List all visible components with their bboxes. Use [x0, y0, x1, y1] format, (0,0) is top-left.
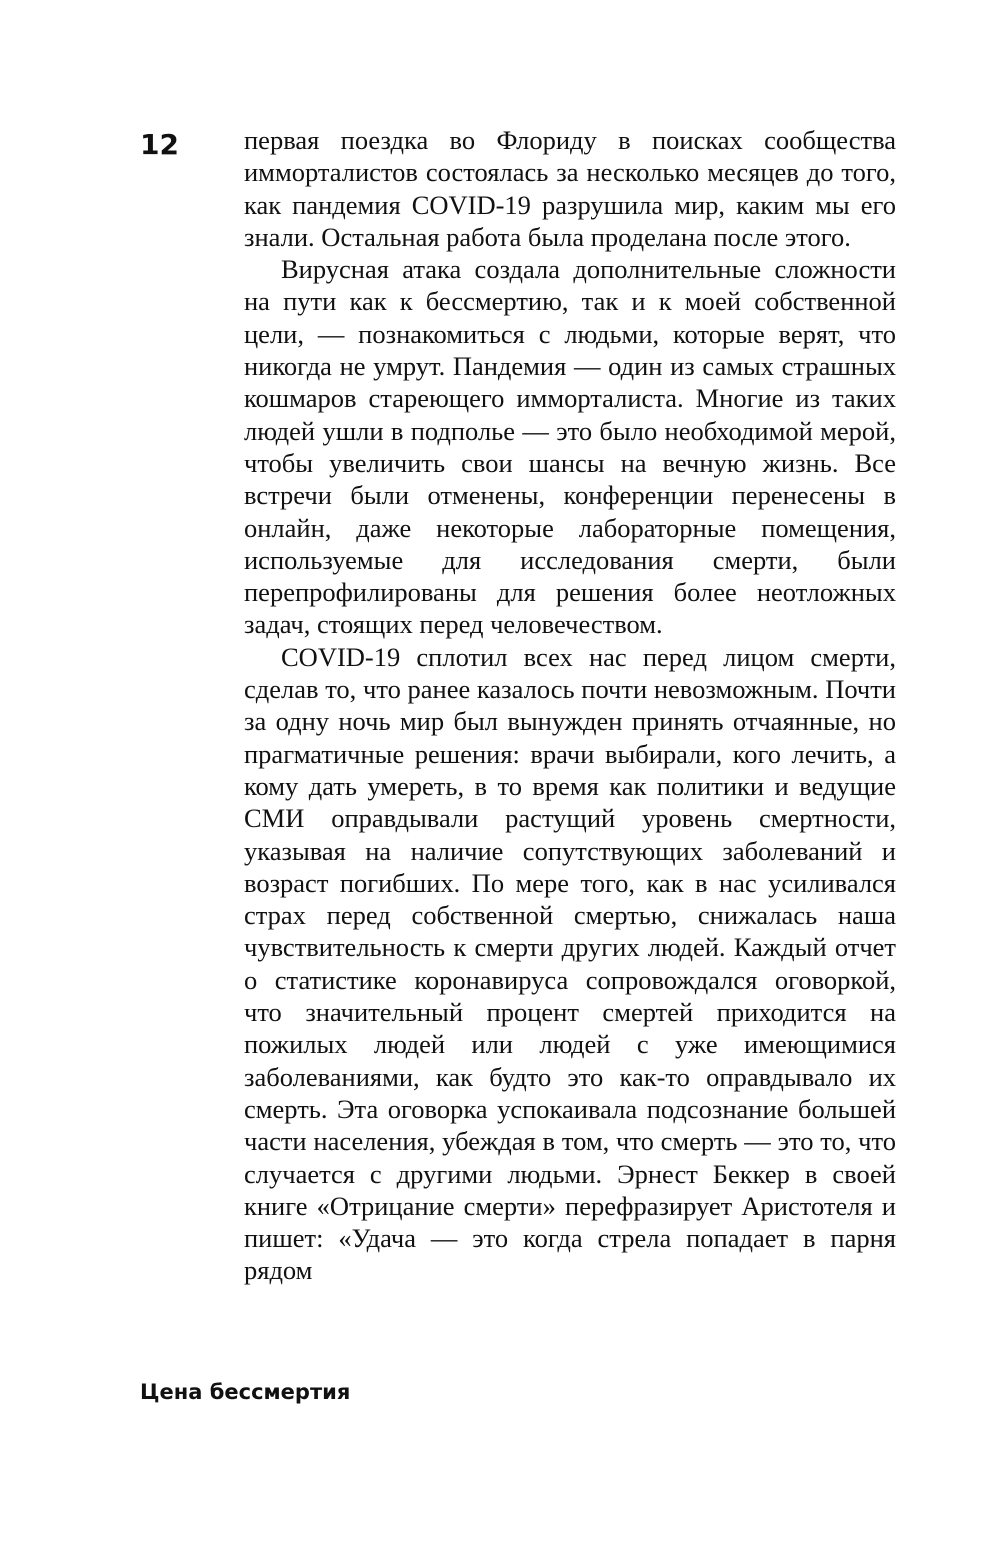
running-footer-book-title: Цена бессмертия: [140, 1380, 351, 1404]
page-number: 12: [140, 128, 179, 161]
paragraph-2: Вирусная атака создала дополнительные сложности на пути как к бессмертию, так и к моей собственной цели, — познакомиться с людьми, которые верят, что никогда не умрут. Пандемия — один из самых страшных кошмаров стареющего имморталиста. Многие из таких людей ушли в подполье — это было необходимой мерой, чтобы увеличить свои шансы на вечную жизнь. Все встречи были отменены, конференции перенесены в онлайн, даже некоторые лабораторные помещения, используемые для исследования смерти, были перепрофилированы для решения более неотложных задач, стоящих перед человечеством.: [244, 254, 896, 640]
paragraph-1: первая поездка во Флориду в поисках сообщества имморталистов состоялась за несколько месяцев до того, как пандемия COVID-19 разрушила мир, каким мы его знали. Остальная работа была проделана после этого.: [244, 125, 896, 252]
body-text: [244, 124, 896, 1287]
paragraph-3: COVID-19 сплотил всех нас перед лицом смерти, сделав то, что ранее казалось почти невозможным. Почти за одну ночь мир был вынужден принять отчаянные, но прагматичные решения: врачи выбирали, кого лечить, а кому дать умереть, в то время как политики и ведущие СМИ оправдывали растущий уровень смертности, указывая на наличие сопутствующих заболеваний и возраст погибших. По мере того, как в нас усиливался страх перед собственной смертью, снижалась наша чувствительность к смерти других людей. Каждый отчет о статистике коронавируса сопровождался оговоркой, что значительный процент смертей приходится на пожилых людей или людей с уже имеющимися заболеваниями, как будто это как-то оправдывало их смерть. Эта оговорка успокаивала подсознание большей части населения, убеждая в том, что смерть — это то, что случается с другими людьми. Эрнест Беккер в своей книге «Отрицание смерти» перефразирует Аристотеля и пишет: «Удача — это когда стрела попадает в парня рядом: [244, 641, 896, 1286]
